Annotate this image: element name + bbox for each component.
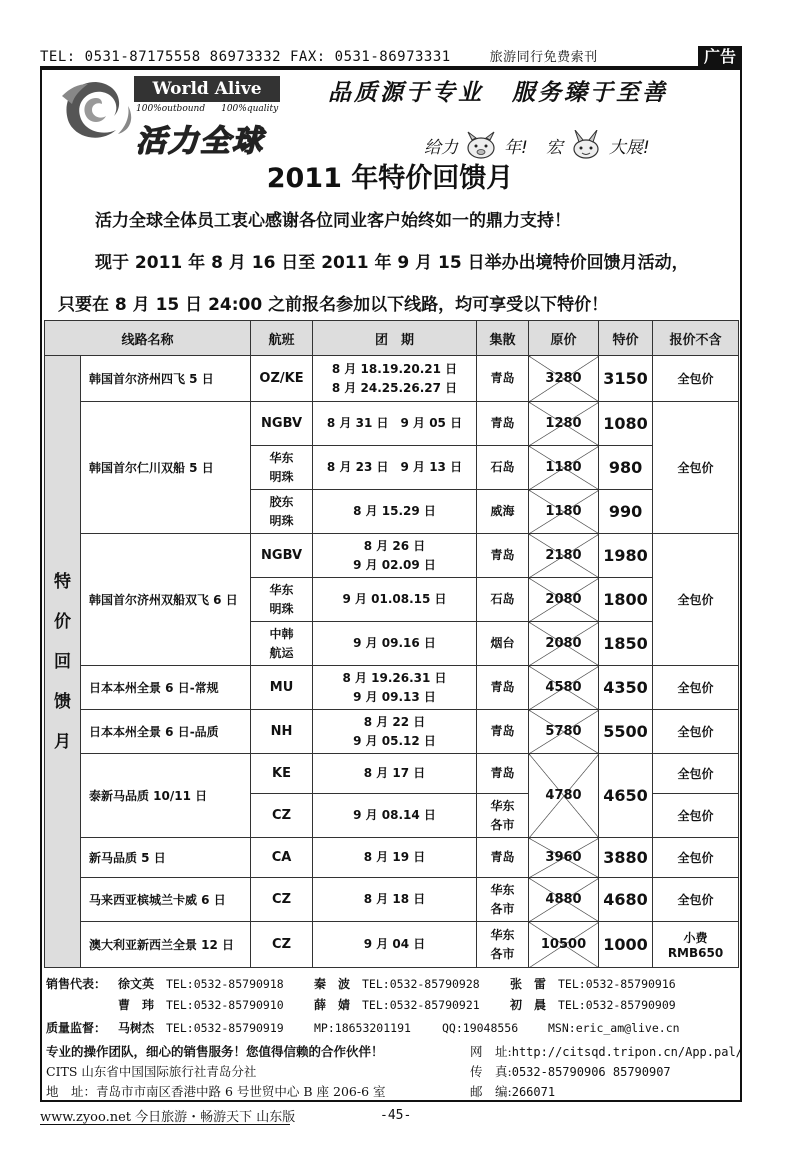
zip-line <box>470 1082 555 1100</box>
tour-dates: 9 月 08.14 日 <box>313 794 477 838</box>
brand-sub-quality: 100%quality <box>221 104 279 114</box>
ship-line: 明珠 <box>269 601 294 616</box>
brand-name-cn: 活力全球 <box>136 124 264 159</box>
price-excludes: 全包价 <box>653 356 739 402</box>
original-price: 2080 <box>529 578 599 622</box>
route-name: 韩国首尔仁川双船 5 日 <box>81 402 251 534</box>
col-header-orig: 原价 <box>529 321 599 356</box>
sales-tel: TEL:0532-85790928 <box>362 977 480 991</box>
sales-name: 曹 玮 <box>118 998 155 1012</box>
qc-tel: TEL:0532-85790919 <box>166 1021 284 1035</box>
gather-city <box>477 878 529 922</box>
gather-city <box>477 794 529 838</box>
sales-tel: TEL:0532-85790921 <box>362 998 480 1012</box>
gather-line: 各市 <box>490 901 515 916</box>
greeting-part2: 年! <box>504 137 528 158</box>
price-excludes: 全包价 <box>653 666 739 710</box>
sales-name: 秦 波 <box>314 977 351 991</box>
gather-city: 烟台 <box>477 622 529 666</box>
tour-dates <box>313 534 477 578</box>
gather-line: 各市 <box>490 817 515 832</box>
page-number: -45- <box>380 1108 412 1123</box>
gather-city: 青岛 <box>477 534 529 578</box>
tour-dates: 8 月 15.29 日 <box>313 490 477 534</box>
slogan-right: 服务臻于至善 <box>512 80 668 106</box>
web-label: 网 址: <box>470 1044 512 1059</box>
motto: 专业的操作团队，细心的销售服务！您值得信赖的合作伙伴！ <box>46 1044 384 1059</box>
brand-name-en: World Alive Tour <box>134 76 280 102</box>
sales-label: 销售代表： <box>46 977 107 991</box>
date-line: 8 月 26 日 <box>363 538 426 553</box>
gather-line: 华东 <box>490 927 515 942</box>
original-price: 3280 <box>529 356 599 402</box>
swirl-logo-icon <box>58 76 134 146</box>
fax-label: 传 真: <box>470 1064 512 1079</box>
special-price: 980 <box>599 446 653 490</box>
side-char: 价 <box>54 611 71 632</box>
sales-name: 薛 婧 <box>314 998 351 1012</box>
col-header-excl: 报价不含 <box>653 321 739 356</box>
price-excludes: 全包价 <box>653 794 739 838</box>
ship-line: 明珠 <box>269 469 294 484</box>
ship-line: 华东 <box>269 450 294 465</box>
intro-line-3: 只要在 8 月 15 日 24:00 之前报名参加以下线路，均可享受以下特价！ <box>58 295 609 315</box>
original-price: 10500 <box>529 922 599 968</box>
gather-city: 石岛 <box>477 578 529 622</box>
route-name: 日本本州全景 6 日-常规 <box>81 666 251 710</box>
qc-label: 质量监督： <box>46 1021 107 1035</box>
company-name: CITS 山东省中国国际旅行社青岛分社 <box>46 1064 257 1079</box>
price-excludes: 全包价 <box>653 754 739 794</box>
date-line: 8 月 18.19.20.21 日 <box>331 361 458 376</box>
table-row <box>45 710 739 754</box>
date-line: 9 月 05.12 日 <box>353 733 436 748</box>
flight-code: NH <box>251 710 313 754</box>
flight-code: CZ <box>251 922 313 968</box>
tour-dates: 8 月 19 日 <box>313 838 477 878</box>
table-row <box>45 838 739 878</box>
footer-rule <box>40 1124 290 1125</box>
sales-tel: TEL:0532-85790910 <box>166 998 284 1012</box>
flight-code: MU <box>251 666 313 710</box>
greeting-part4: 大展! <box>608 137 650 158</box>
ship-name <box>251 490 313 534</box>
excl-line: RMB650 <box>667 946 724 960</box>
company-address: 地 址：青岛市市南区香港中路 6 号世贸中心 B 座 206-6 室 <box>46 1084 386 1099</box>
side-char: 月 <box>54 731 71 752</box>
gather-city: 青岛 <box>477 754 529 794</box>
main-title: 2011 年特价回馈月 <box>266 163 514 194</box>
original-price: 1180 <box>529 490 599 534</box>
table-header-row <box>45 321 739 356</box>
date-line: 8 月 22 日 <box>363 714 426 729</box>
original-price: 1280 <box>529 402 599 446</box>
ad-badge: 广告 <box>698 46 742 68</box>
header-tagline: 旅游同行免费索刊 <box>489 50 598 65</box>
qc-name: 马树杰 <box>118 1021 155 1035</box>
original-price: 1180 <box>529 446 599 490</box>
table-row <box>45 402 739 446</box>
special-price: 1850 <box>599 622 653 666</box>
gather-city: 青岛 <box>477 666 529 710</box>
side-char: 特 <box>54 571 71 592</box>
ship-line: 明珠 <box>269 513 294 528</box>
special-price: 4650 <box>599 754 653 838</box>
ship-name <box>251 622 313 666</box>
special-price: 5500 <box>599 710 653 754</box>
qc-row <box>46 1019 680 1036</box>
zip-code: 266071 <box>511 1085 556 1099</box>
route-name: 马来西亚槟城兰卡威 6 日 <box>81 878 251 922</box>
ship-line: 华东 <box>269 582 294 597</box>
side-char: 回 <box>54 651 71 672</box>
slogan-left: 品质源于专业 <box>328 80 484 106</box>
special-price: 1980 <box>599 534 653 578</box>
tour-dates: 8 月 18 日 <box>313 878 477 922</box>
col-header-gather: 集散 <box>477 321 529 356</box>
sales-name: 初 晨 <box>510 998 547 1012</box>
table-row <box>45 754 739 794</box>
flight-code: NGBV <box>251 534 313 578</box>
zip-label: 邮 编: <box>470 1084 512 1099</box>
greeting-part1: 给力 <box>424 137 458 158</box>
header-tel-fax: TEL: 0531-87175558 86973332 FAX: 0531-86973331 <box>40 49 451 65</box>
tour-dates: 8 月 31 日 9 月 05 日 <box>313 402 477 446</box>
gather-city: 青岛 <box>477 402 529 446</box>
table-row <box>45 878 739 922</box>
price-excludes <box>653 922 739 968</box>
table-row <box>45 922 739 968</box>
sales-tel: TEL:0532-85790916 <box>558 977 676 991</box>
footer-text: www.zyoo.net 今日旅游・畅游天下 山东版 <box>40 1110 296 1125</box>
intro-line-1: 活力全球全体员工衷心感谢各位同业客户始终如一的鼎力支持！ <box>95 211 571 231</box>
date-line: 8 月 19.26.31 日 <box>342 670 447 685</box>
gather-city: 青岛 <box>477 356 529 402</box>
special-price: 1000 <box>599 922 653 968</box>
date-line: 9 月 02.09 日 <box>353 557 436 572</box>
greeting-part3: 宏 <box>545 137 563 158</box>
tour-dates: 9 月 01.08.15 日 <box>313 578 477 622</box>
route-name: 新马品质 5 日 <box>81 838 251 878</box>
price-excludes: 全包价 <box>653 710 739 754</box>
flight-code: CA <box>251 838 313 878</box>
table-row <box>45 356 739 402</box>
route-name: 韩国首尔济州四飞 5 日 <box>81 356 251 402</box>
route-name: 日本本州全景 6 日-品质 <box>81 710 251 754</box>
side-label <box>45 356 81 968</box>
table-row <box>45 666 739 710</box>
brand-subtitle <box>136 104 294 114</box>
table-row <box>45 534 739 578</box>
special-price: 4680 <box>599 878 653 922</box>
sales-name: 徐文英 <box>118 977 155 991</box>
flight-code: NGBV <box>251 402 313 446</box>
flight-code: CZ <box>251 794 313 838</box>
original-price: 2180 <box>529 534 599 578</box>
sales-tel: TEL:0532-85790918 <box>166 977 284 991</box>
original-price: 5780 <box>529 710 599 754</box>
gather-city: 青岛 <box>477 838 529 878</box>
sales-tel: TEL:0532-85790909 <box>558 998 676 1012</box>
flight-code: KE <box>251 754 313 794</box>
gather-line: 华东 <box>490 798 515 813</box>
qc-qq: QQ:19048556 <box>442 1021 519 1035</box>
ship-line: 胶东 <box>269 494 294 509</box>
price-table <box>44 320 739 968</box>
tour-dates: 8 月 17 日 <box>313 754 477 794</box>
sales-row-2 <box>46 996 706 1013</box>
excl-line: 小费 <box>683 931 708 945</box>
date-line: 8 月 24.25.26.27 日 <box>331 380 458 395</box>
tour-dates <box>313 710 477 754</box>
special-price: 1800 <box>599 578 653 622</box>
tour-dates: 9 月 09.16 日 <box>313 622 477 666</box>
special-price: 1080 <box>599 402 653 446</box>
original-price: 4580 <box>529 666 599 710</box>
route-name: 澳大利亚新西兰全景 12 日 <box>81 922 251 968</box>
sales-name: 张 雷 <box>510 977 547 991</box>
ship-line: 航运 <box>269 645 294 660</box>
tour-dates: 9 月 04 日 <box>313 922 477 968</box>
flight-code: OZ/KE <box>251 356 313 402</box>
special-price: 990 <box>599 490 653 534</box>
gather-line: 华东 <box>490 882 515 897</box>
website-link[interactable]: http://citsqd.tripon.cn/App.pal/ <box>511 1045 743 1059</box>
route-name: 泰新马品质 10/11 日 <box>81 754 251 838</box>
special-price: 3150 <box>599 356 653 402</box>
gather-city: 石岛 <box>477 446 529 490</box>
flight-code: CZ <box>251 878 313 922</box>
col-header-route: 线路名称 <box>45 321 251 356</box>
price-excludes: 全包价 <box>653 838 739 878</box>
tour-dates: 8 月 23 日 9 月 13 日 <box>313 446 477 490</box>
route-name: 韩国首尔济州双船双飞 6 日 <box>81 534 251 666</box>
slogan <box>328 74 668 107</box>
ship-name <box>251 446 313 490</box>
header-contact-line <box>40 46 598 65</box>
price-excludes: 全包价 <box>653 402 739 534</box>
col-header-date: 团 期 <box>313 321 477 356</box>
side-char: 馈 <box>54 691 71 712</box>
original-price: 3960 <box>529 838 599 878</box>
website-line <box>470 1042 743 1060</box>
special-price: 3880 <box>599 838 653 878</box>
price-excludes: 全包价 <box>653 878 739 922</box>
intro-line-2: 现于 2011 年 8 月 16 日至 2011 年 9 月 15 日举办出境特价回馈月活动， <box>95 253 689 273</box>
gather-line: 各市 <box>490 946 515 961</box>
gather-city: 威海 <box>477 490 529 534</box>
date-line: 9 月 09.13 日 <box>353 689 436 704</box>
gather-city: 青岛 <box>477 710 529 754</box>
brand-sub-outbound: 100%outbound <box>136 104 206 114</box>
fax-number: 0532-85790906 85790907 <box>511 1065 671 1079</box>
special-price: 4350 <box>599 666 653 710</box>
qc-mobile: MP:18653201191 <box>314 1021 411 1035</box>
ship-line: 中韩 <box>269 626 294 641</box>
col-header-special: 特价 <box>599 321 653 356</box>
tour-dates <box>313 356 477 402</box>
gather-city <box>477 922 529 968</box>
original-price: 2080 <box>529 622 599 666</box>
price-excludes: 全包价 <box>653 534 739 666</box>
tour-dates <box>313 666 477 710</box>
qc-msn: MSN:eric_am@live.cn <box>548 1021 680 1035</box>
col-header-flight: 航班 <box>251 321 313 356</box>
fax-line <box>470 1062 671 1080</box>
original-price: 4780 <box>529 754 599 838</box>
ship-name <box>251 578 313 622</box>
sales-row-1 <box>46 975 706 992</box>
original-price: 4880 <box>529 878 599 922</box>
